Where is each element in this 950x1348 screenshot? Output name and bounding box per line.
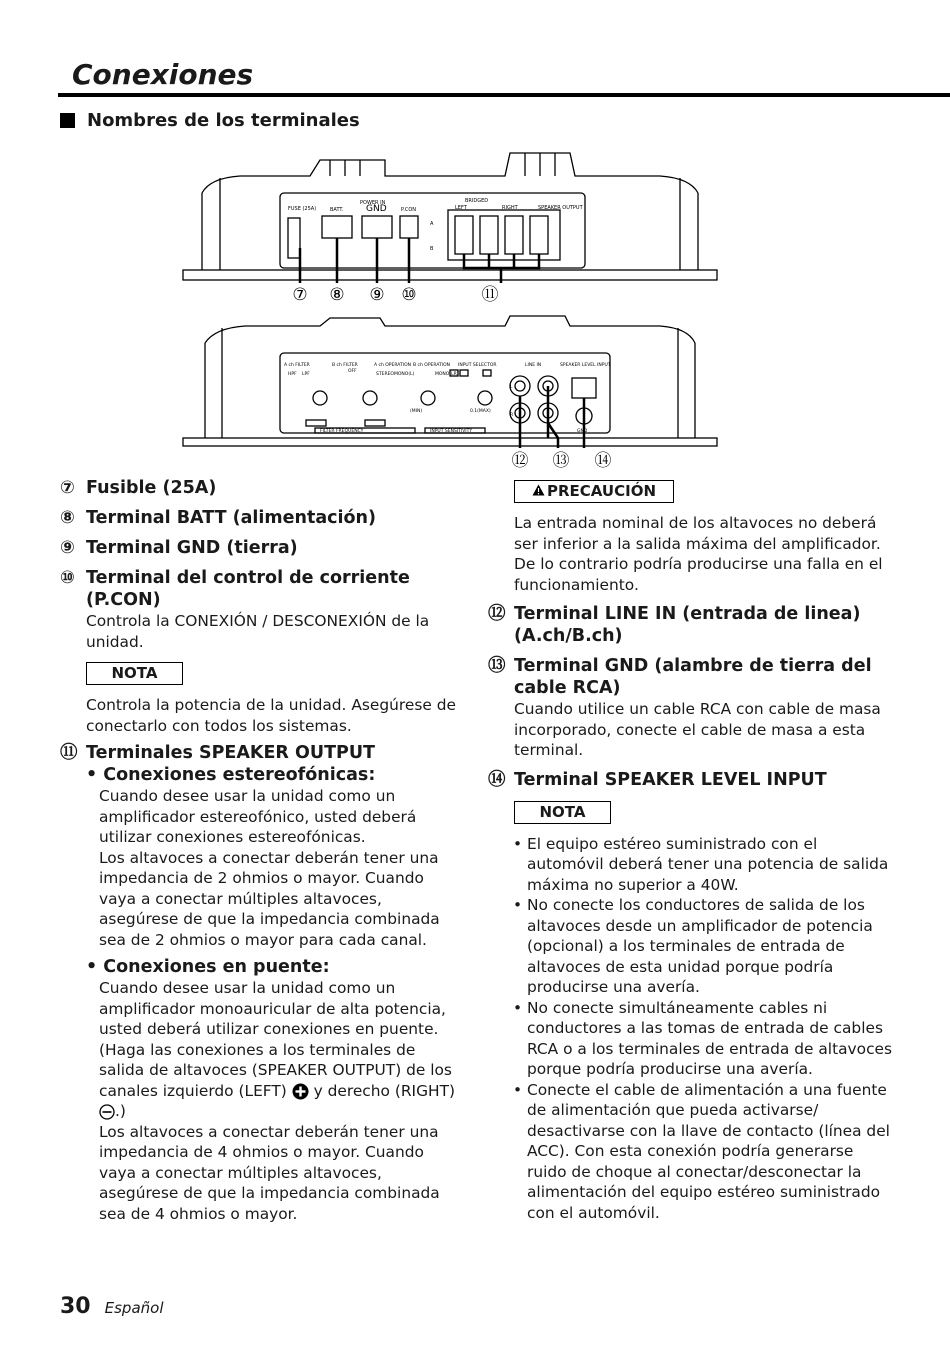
input-selector-label: INPUT SELECTOR <box>458 363 497 368</box>
amplifier-bottom-view <box>183 316 717 446</box>
item-12-number: ⑫ <box>488 604 506 624</box>
a-op-label: A ch OPERATION <box>374 363 412 368</box>
amplifier-top-view <box>183 153 717 280</box>
bottom-callouts <box>512 451 612 471</box>
item-13 <box>488 655 893 699</box>
item-9-title: Terminal GND (tierra) <box>86 538 298 558</box>
item-13-number: ⑬ <box>488 656 506 676</box>
item-14 <box>488 769 893 791</box>
caution-box <box>514 480 674 503</box>
amplifier-diagram <box>180 148 720 473</box>
line-in-label: LINE IN <box>525 363 542 368</box>
left-column <box>60 477 465 1224</box>
bridge-heading: • Conexiones en puente: <box>86 957 330 977</box>
callout-10: ⑩ <box>401 285 417 305</box>
fuse-label: FUSE (25A) <box>288 206 317 212</box>
callout-13: ⑬ <box>552 451 570 471</box>
batt-label: BATT. <box>330 207 344 213</box>
channel-b-label: B <box>430 246 434 252</box>
item-10-number: ⑩ <box>60 568 75 588</box>
item-11 <box>60 742 465 764</box>
bridge-paragraph-1b: y derecho (RIGHT) <box>313 1081 455 1100</box>
square-bullet-icon <box>60 113 75 128</box>
list-item: • El equipo estéreo suministrado con el automóvil deberá tener una potencia de salida máxima no superior a 40W. <box>527 834 893 896</box>
callout-8: ⑧ <box>329 285 345 305</box>
item-7-number: ⑦ <box>60 478 75 498</box>
pcon-label: P.CON <box>401 207 416 213</box>
right-column <box>488 477 893 1223</box>
b-filter-label: B ch FILTER <box>332 363 358 368</box>
item-14-title: Terminal SPEAKER LEVEL INPUT <box>514 769 827 790</box>
callout-11: ⑪ <box>481 285 499 305</box>
b-op-label: B ch OPERATION <box>413 363 451 368</box>
list-item: • No conecte los conductores de salida de los altavoces desde un amplificador de potencia (opcional) a los terminales de entrada de altavoces de esta unidad porque podría producirse una avería. <box>527 895 893 998</box>
notes-list <box>488 834 893 1224</box>
bridge-paragraph-1a: Cuando desee usar la unidad como un amplificador monoauricular de alta potencia, usted deberá utilizar conexiones en puente. (Haga las conexiones a los terminales de salida de altavoces (SPEAKER OUTPUT) de los canales izquierdo (LEFT) <box>99 979 452 1100</box>
item-13-description: Cuando utilice un cable RCA con cable de masa incorporado, conecte el cable de masa a esta terminal. <box>514 700 881 759</box>
item-12-title: Terminal LINE IN (entrada de linea) (A.ch/B.ch) <box>514 604 861 646</box>
item-9-number: ⑨ <box>60 538 75 558</box>
bottom-view-labels <box>284 362 611 434</box>
a-filter-label: A ch FILTER <box>284 363 310 368</box>
stereo-heading: • Conexiones estereofónicas: <box>86 765 376 785</box>
page-title: Conexiones <box>72 58 254 91</box>
callout-14: ⑭ <box>594 451 612 471</box>
item-10 <box>60 567 465 611</box>
callout-9: ⑨ <box>369 285 385 305</box>
off-label: OFF <box>348 369 357 374</box>
nota-text: Controla la potencia de la unidad. Asegúrese de conectarlo con todos los sistemas. <box>86 696 456 735</box>
item-12 <box>488 603 893 647</box>
input-sensitivity-label: INPUT SENSITIVITY <box>430 429 473 434</box>
item-10-description: Controla la CONEXIÓN / DESCONEXIÓN de la unidad. <box>86 612 430 651</box>
filter-frequency-label: FILTER FREQUENCY <box>320 429 364 434</box>
caution-label: PRECAUCIÓN <box>546 482 657 500</box>
warning-icon <box>532 484 545 496</box>
monol-label: MONO(L) <box>394 372 415 377</box>
item-9 <box>60 537 465 559</box>
gnd-label: GND <box>366 204 387 214</box>
stereo-paragraph-2: Los altavoces a conectar deberán tener una impedancia de 2 ohmios o mayor. Cuando vaya a conectar múltiples altavoces, asegúrese de que la impedancia combinada sea de 2 ohmios o mayor para cada canal. <box>99 848 440 949</box>
page-number: 30 <box>60 1294 91 1319</box>
callout-7: ⑦ <box>292 285 308 305</box>
min-label: (MIN) <box>410 409 423 414</box>
hpf-label: HPF <box>288 372 297 377</box>
r-label: R <box>510 413 514 418</box>
callout-12: ⑫ <box>511 451 529 471</box>
power-in-label: POWER IN <box>360 200 386 206</box>
right-label: RIGHT <box>502 205 518 211</box>
plus-circle-icon <box>292 1083 309 1100</box>
section-title: Nombres de los terminales <box>87 110 360 131</box>
max-label: 0.1(MAX) <box>470 409 491 414</box>
list-item: • Conecte el cable de alimentación a una fuente de alimentación que pueda activarse/ desactivarse con la llave de contacto (línea del ACC). Con esta conexión podría generarse ruido de choque al conectar/desconectar la alimentación del equipo estéreo suministrado con el automóvil. <box>527 1080 893 1224</box>
speaker-level-input-label: SPEAKER LEVEL INPUT <box>560 363 611 368</box>
item-11-number: ⑪ <box>60 743 78 763</box>
stereo-paragraph-1: Cuando desee usar la unidad como un amplificador estereofónico, usted deberá utilizar conexiones estereofónicas. <box>99 787 417 846</box>
title-rule <box>58 93 950 97</box>
bridged-label: BRIDGED <box>465 198 489 204</box>
list-item: • No conecte simultáneamente cables ni conductores a las tomas de entrada de cables RCA o a los terminales de entrada de altavoces porque podría producirse una avería. <box>527 998 893 1080</box>
channel-a-label: A <box>430 221 434 227</box>
bridge-paragraph-2: Los altavoces a conectar deberán tener una impedancia de 4 ohmios o mayor. Cuando vaya a conectar múltiples altavoces, asegúrese de que la impedancia combinada sea de 4 ohmios o mayor. <box>99 1122 440 1223</box>
item-10-title: Terminal del control de corriente (P.CON) <box>86 568 410 610</box>
item-13-title: Terminal GND (alambre de tierra del cable RCA) <box>514 656 872 698</box>
item-7-title: Fusible (25A) <box>86 478 217 498</box>
nota-label-right: NOTA <box>514 801 611 824</box>
item-8-number: ⑧ <box>60 508 75 528</box>
nota-label: NOTA <box>86 662 183 685</box>
item-8 <box>60 507 465 529</box>
language-label: Español <box>104 1299 164 1317</box>
bridge-paragraph-1c: .) <box>115 1102 126 1120</box>
lpf-label: LPF <box>302 372 310 377</box>
speaker-output-label: SPEAKER OUTPUT <box>538 205 583 211</box>
section-heading <box>60 110 360 131</box>
bottom-gnd-label: GND <box>577 429 588 434</box>
footer <box>60 1294 163 1319</box>
l-label: L <box>510 385 513 390</box>
bridge-paragraph-1 <box>60 978 465 1122</box>
minus-circle-icon <box>99 1104 115 1120</box>
top-view-labels <box>288 198 584 252</box>
stereo-label: STEREO <box>376 372 394 377</box>
item-8-title: Terminal BATT (alimentación) <box>86 508 376 528</box>
item-14-number: ⑭ <box>488 769 506 790</box>
caution-text: La entrada nominal de los altavoces no deberá ser inferior a la salida máxima del amplificador. De lo contrario podría producirse una falla en el funcionamiento. <box>514 514 883 594</box>
top-callouts <box>292 285 498 305</box>
left-label: LEFT <box>455 205 467 211</box>
item-7 <box>60 477 465 499</box>
item-11-title: Terminales SPEAKER OUTPUT <box>86 743 375 763</box>
monolr-label: MONO(LR) <box>435 372 459 377</box>
